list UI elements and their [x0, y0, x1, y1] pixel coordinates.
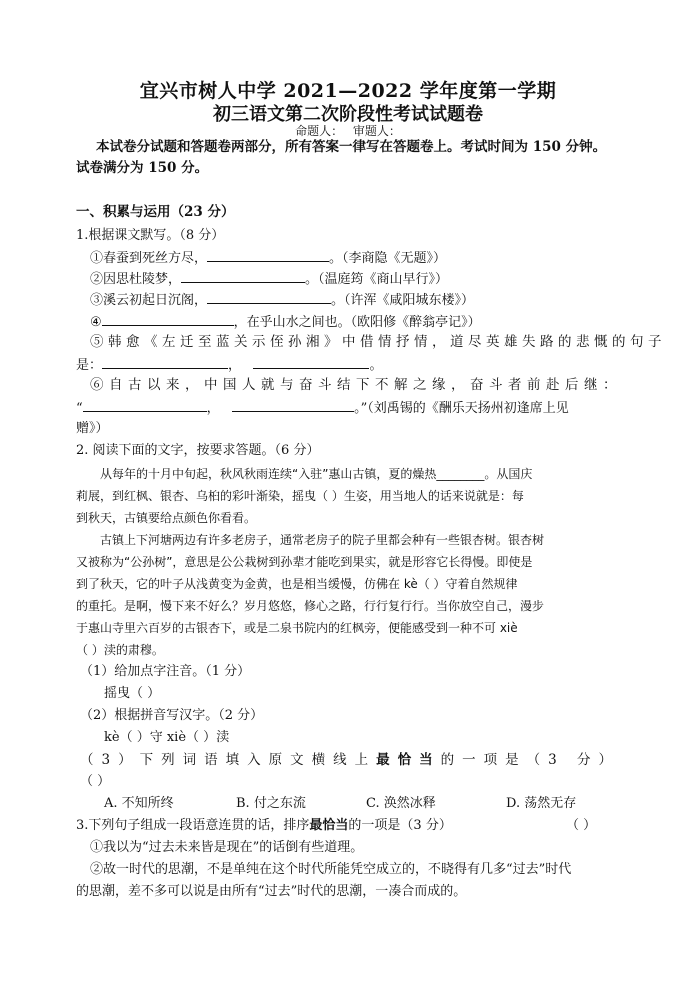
q2-option-d[interactable]: D. 荡然无存: [506, 796, 577, 811]
q1-item5-post: 。: [369, 358, 383, 373]
q2-p2-line1: 古镇上下河塘两边有许多老房子，通常老房子的院子里都会种有一些银杏树。银杏树: [100, 533, 545, 547]
q1-item5-mid: ，: [228, 358, 242, 373]
q1-item4-post: ，在乎山水之间也。（欧阳修《醉翁亭记》）: [233, 315, 481, 330]
intro-line2: 试卷满分为 150 分。: [76, 160, 209, 176]
q1-item6-line2: [76, 399, 569, 417]
q1-item1-post: 。（李商隐《无题》）: [329, 251, 447, 266]
q1-item3: [90, 291, 474, 309]
q2-p2-line4: 的重托。是啊，慢下来不好么？岁月悠悠，修心之路，行行复行行。当你放空自己，漫步: [76, 599, 545, 613]
q1-item5-line2: [76, 356, 382, 374]
q2-option-a[interactable]: A. 不知所终: [104, 796, 174, 811]
q1-item6-blank1[interactable]: [83, 399, 207, 412]
q1-item1: [90, 249, 446, 267]
q2-sub3-stem-c: 的一项是（3 分）: [440, 752, 620, 768]
q1-item6-blank2[interactable]: [232, 399, 354, 412]
q3-stem-b: 最恰当: [309, 818, 349, 833]
q1-item4-pre: ④: [90, 315, 102, 330]
q2-sub1-stem: （1）给加点字注音。（1 分）: [80, 664, 251, 679]
q1-item2-post: 。（温庭筠《商山早行》）: [305, 272, 449, 287]
q3-sentence2-line1: ②故一时代的思潮，不是单纯在这个时代所能凭空成立的，不晓得有几多“过去”时代: [90, 862, 572, 877]
q2-p2-line2: 又被称为“公孙树”，意思是公公栽树到孙辈才能吃到果实，就是形容它长得慢。即使是: [76, 555, 533, 569]
q1-item4-blank[interactable]: [102, 313, 234, 326]
q1-item5-line1: ⑤韩愈《左迁至蓝关示侄孙湘》中借情抒情，道尽英雄失路的悲慨的句子: [90, 334, 666, 350]
q2-option-c[interactable]: C. 涣然冰释: [366, 796, 436, 811]
q1-item5-blank2[interactable]: [253, 356, 369, 369]
q2-p1-line2: 莉展，到红枫、银杏、乌桕的彩叶渐染，摇曳（ ）生姿，用当地人的话来说就是：每: [76, 489, 524, 503]
q2-p1-line1: 从每年的十月中旬起，秋风秋雨连续“入驻”惠山古镇，夏的燥热________。从国庆: [100, 467, 533, 481]
q2-sub3-stem-a: （3）下列词语填入原文横线上: [80, 752, 377, 768]
exam-title-line2: 初三语文第二次阶段性考试试题卷: [213, 104, 483, 125]
author-line: 命题人： 审题人：: [295, 124, 401, 138]
q3-stem-a: 3.下列句子组成一段语意连贯的话，排序: [76, 818, 310, 833]
q1-item6-mid: ，: [206, 401, 220, 416]
q3-sentence2-line2: 的思潮，差不多可以说是由所有“过去”时代的思潮，一凑合而成的。: [76, 884, 467, 899]
q2-sub3-paren[interactable]: （ ）: [80, 774, 111, 789]
q1-item2: [90, 270, 448, 288]
q2-option-b[interactable]: B. 付之东流: [236, 796, 306, 811]
q1-item4: [90, 313, 481, 331]
q1-item6-post: 。”（刘禹锡的《酬乐天扬州初逢席上见: [354, 401, 569, 416]
q1-item5-pre: 是：: [76, 358, 103, 373]
q2-p2-line6: （ ）渎的肃穆。: [76, 643, 164, 657]
q1-item1-blank[interactable]: [207, 249, 329, 262]
section1-heading: 一、积累与运用（23 分）: [76, 204, 235, 220]
q1-item1-pre: ①春蚕到死丝方尽，: [90, 251, 208, 266]
q3-paren[interactable]: （ ）: [566, 818, 597, 833]
q1-item3-post: 。（许浑《咸阳城东楼》）: [331, 293, 475, 308]
q1-item6-pre: “: [76, 401, 83, 416]
q1-item6-line3: 赠》）: [76, 421, 109, 436]
q2-stem: 2. 阅读下面的文字，按要求答题。（6 分）: [76, 443, 320, 458]
intro-line1: 本试卷分试题和答题卷两部分，所有答案一律写在答题卷上。考试时间为 150 分钟。: [96, 139, 607, 155]
q1-item2-blank[interactable]: [181, 270, 305, 283]
q2-sub3-stem-b: 最恰当: [376, 752, 441, 768]
q2-sub3-stem: [80, 752, 620, 768]
q3-sentence1: ①我以为“过去未来皆是现在”的话倒有些道理。: [90, 840, 364, 855]
q1-item5-blank1[interactable]: [102, 356, 228, 369]
q1-item6-line1: ⑥自古以来，中国人就与奋斗结下不解之缘，奋斗者前赴后继：: [90, 377, 622, 393]
q1-item3-pre: ③溪云初起日沉阁，: [90, 293, 208, 308]
q2-p2-line3: 到了秋天，它的叶子从浅黄变为金黄，也是相当缓慢，仿佛在 kè（ ）守着自然规律: [76, 577, 518, 591]
q1-item3-blank[interactable]: [207, 291, 331, 304]
exam-title-line1: 宜兴市树人中学 2021—2022 学年度第一学期: [139, 80, 557, 102]
q2-sub2-stem: （2）根据拼音写汉字。（2 分）: [80, 708, 264, 723]
q2-p1-line3: 到秋天，古镇要给点颜色你看看。: [76, 511, 257, 525]
q2-sub1-item: 摇曳（ ）: [104, 686, 161, 701]
q1-stem: 1.根据课文默写。（8 分）: [76, 228, 225, 243]
q3-stem: [76, 818, 452, 834]
q2-sub2-item: kè（ ）守 xiè（ ）渎: [104, 730, 230, 745]
q1-item2-pre: ②因思杜陵梦，: [90, 272, 182, 287]
q2-p2-line5: 于惠山寺里六百岁的古银杏下，或是二泉书院内的红枫旁，便能感受到一种不可 xiè: [76, 621, 518, 635]
q3-stem-c: 的一项是（3 分）: [348, 818, 452, 833]
